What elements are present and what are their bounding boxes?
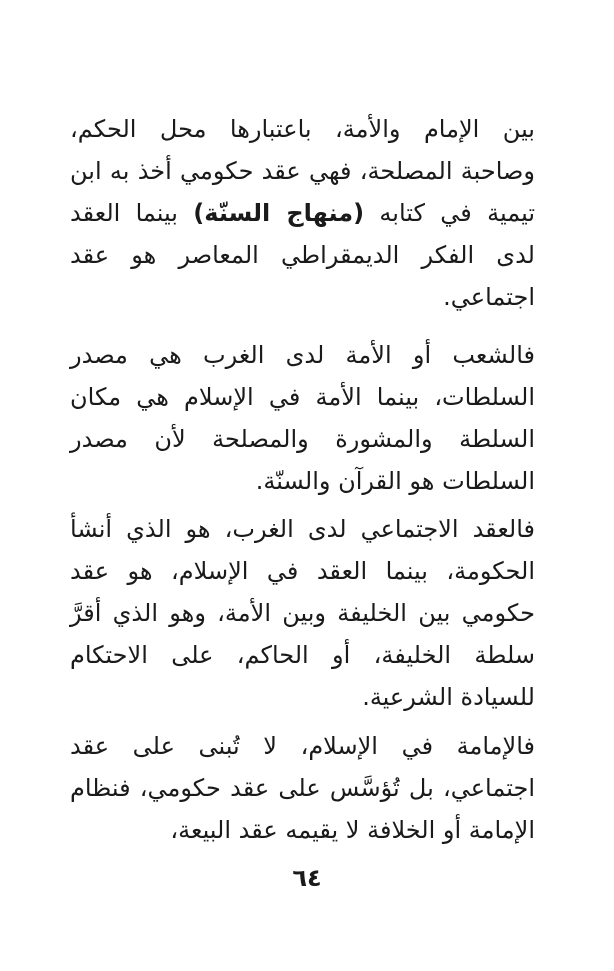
paragraph-1-text-before: بين الإمام والأمة، باعتبارها محل الحكم، وصاحبة المصلحة، فهي عقد حكومي أخذ به ابن تيمية في كتابه bbox=[70, 115, 535, 227]
paragraph-1 bbox=[70, 108, 535, 318]
page-number: ٦٤ bbox=[292, 864, 322, 892]
book-title-bold: (منهاج السنّة) bbox=[193, 199, 365, 227]
paragraph-4: فالإمامة في الإسلام، لا تُبنى على عقد اجتماعي، بل تُؤسَّس على عقد حكومي، فنظام الإمامة أو الخلافة لا يقيمه عقد البيعة، bbox=[70, 732, 535, 844]
paragraph-3: فالعقد الاجتماعي لدى الغرب، هو الذي أنشأ الحكومة، بينما العقد في الإسلام، هو عقد حكومي بين الخليفة وبين الأمة، وهو الذي أقرَّ سلطة الخليفة، أو الحاكم، على الاحتكام للسيادة الشرعية. bbox=[70, 515, 535, 711]
paragraph-2: فالشعب أو الأمة لدى الغرب هي مصدر السلطات، بينما الأمة في الإسلام هي مكان السلطة والمشورة والمصلحة لأن مصدر السلطات هو القرآن والسنّة. bbox=[70, 341, 535, 495]
paragraph-1-text-after: بينما العقد لدى الفكر الديمقراطي المعاصر هو عقد اجتماعي. bbox=[70, 199, 535, 311]
